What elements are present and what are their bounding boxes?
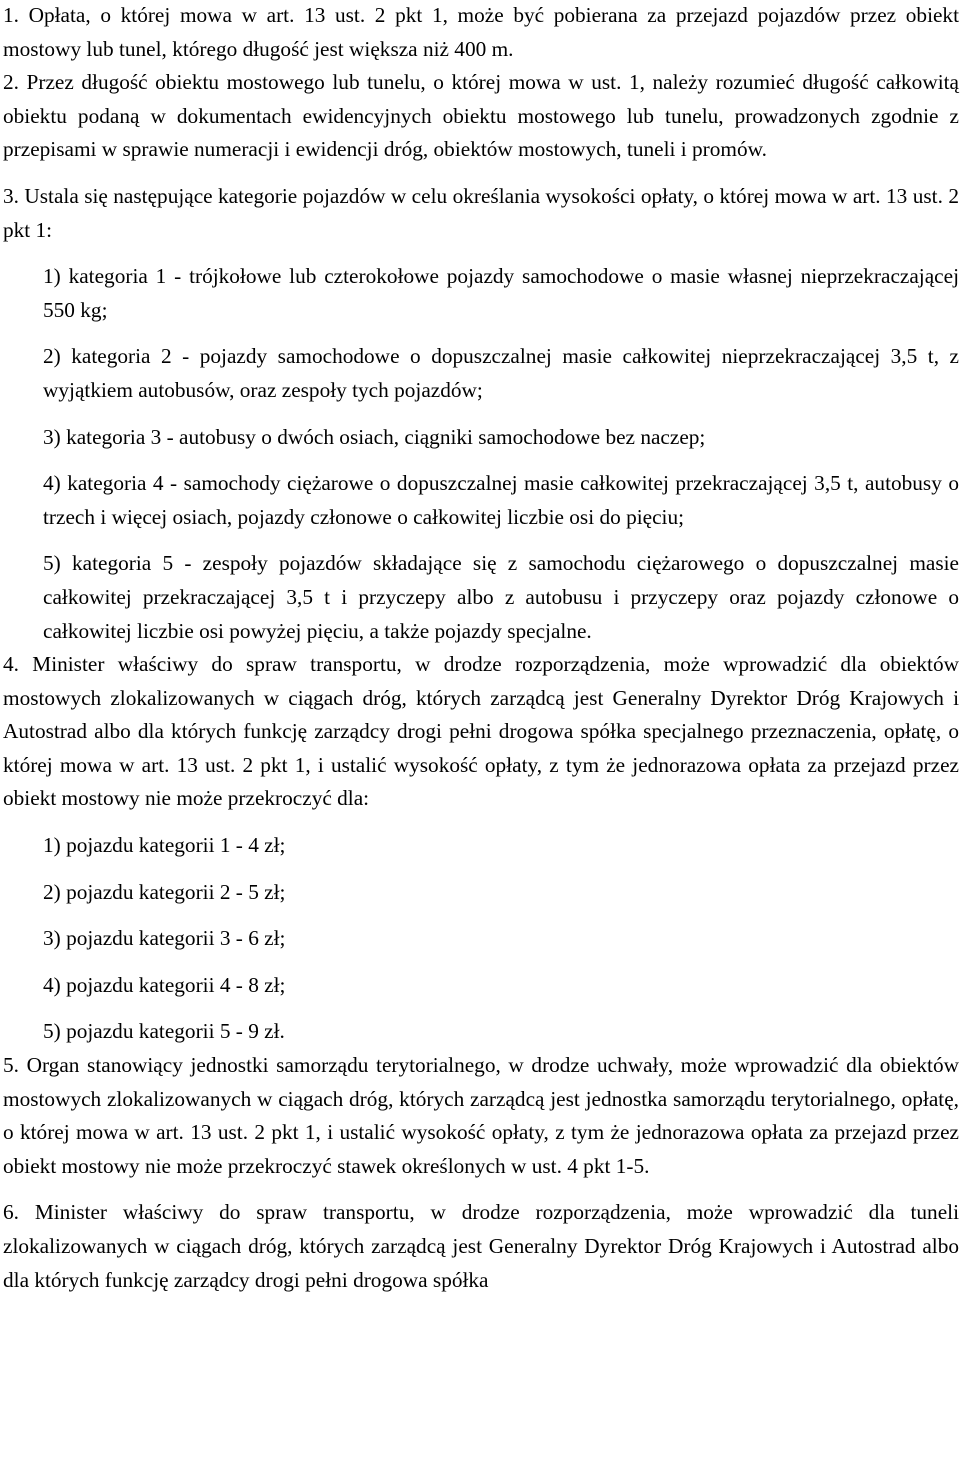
document-body [3,0,959,1297]
paragraph-2: 2. Przez długość obiektu mostowego lub tunelu, o której mowa w ust. 1, należy rozumieć długość całkowitą obiektu podaną w dokumentach ewidencyjnych obiektu mostowego lub tunelu, prowadzonych zgodnie z przepisami w sprawie numeracji i ewidencji dróg, obiektów mostowych, tuneli i promów. [3,70,959,162]
fee-item-1: 1) pojazdu kategorii 1 - 4 zł; [43,833,286,858]
paragraph-4: 4. Minister właściwy do spraw transportu, w drodze rozporządzenia, może wprowadzić dla obiektów mostowych zlokalizowanych w ciągach dróg, których zarządcą jest Generalny Dyrektor Dróg Krajowych i Autostrad albo dla których funkcję zarządcy drogi pełni drogowa spółka specjalnego przeznaczenia, opłatę, o której mowa w art. 13 ust. 2 pkt 1, i ustalić wysokość opłaty, z tym że jednorazowa opłata za przejazd przez obiekt mostowy nie może przekroczyć dla: [3,652,959,811]
fee-item-4: 4) pojazdu kategorii 4 - 8 zł; [43,972,286,997]
paragraph-3: 3. Ustala się następujące kategorie pojazdów w celu określania wysokości opłaty, o której mowa w art. 13 ust. 2 pkt 1: [3,183,959,242]
category-item-4: 4) kategoria 4 - samochody ciężarowe o dopuszczalnej masie całkowitej przekraczającej 3,5 t, autobusy o trzech i więcej osiach, pojazdy członowe o całkowitej liczbie osi do pięciu; [43,471,959,529]
category-item-3: 3) kategoria 3 - autobusy o dwóch osiach, ciągniki samochodowe bez naczep; [43,424,706,449]
paragraph-6: 6. Minister właściwy do spraw transportu, w drodze rozporządzenia, może wprowadzić dla tuneli zlokalizowanych w ciągach dróg, których zarządcą jest Generalny Dyrektor Dróg Krajowych i Autostrad albo dla których funkcję zarządcy drogi pełni drogowa spółka [3,1200,959,1292]
paragraph-5: 5. Organ stanowiący jednostki samorządu terytorialnego, w drodze uchwały, może wprowadzić dla obiektów mostowych zlokalizowanych w ciągach dróg, których zarządcą jest jednostka samorządu terytorialnego, opłatę, o której mowa w art. 13 ust. 2 pkt 1, i ustalić wysokość opłaty, z tym że jednorazowa opłata za przejazd przez obiekt mostowy nie może przekroczyć stawek określonych w ust. 4 pkt 1-5. [3,1053,959,1178]
category-item-5: 5) kategoria 5 - zespoły pojazdów składające się z samochodu ciężarowego o dopuszczalnej masie całkowitej przekraczającej 3,5 t i przyczepy albo z autobusu i przyczepy oraz pojazdy członowe o całkowitej liczbie osi powyżej pięciu, a także pojazdy specjalne. [43,551,959,643]
fee-item-5: 5) pojazdu kategorii 5 - 9 zł. [43,1019,285,1044]
category-item-1: 1) kategoria 1 - trójkołowe lub czterokołowe pojazdy samochodowe o masie własnej nieprzekraczającej 550 kg; [43,264,959,322]
fee-item-3: 3) pojazdu kategorii 3 - 6 zł; [43,926,286,951]
paragraph-1: 1. Opłata, o której mowa w art. 13 ust. 2 pkt 1, może być pobierana za przejazd pojazdów przez obiekt mostowy lub tunel, którego długość jest większa niż 400 m. [3,3,959,61]
fee-item-2: 2) pojazdu kategorii 2 - 5 zł; [43,879,286,904]
category-item-2: 2) kategoria 2 - pojazdy samochodowe o dopuszczalnej masie całkowitej nieprzekraczającej 3,5 t, z wyjątkiem autobusów, oraz zespoły tych pojazdów; [43,344,959,402]
